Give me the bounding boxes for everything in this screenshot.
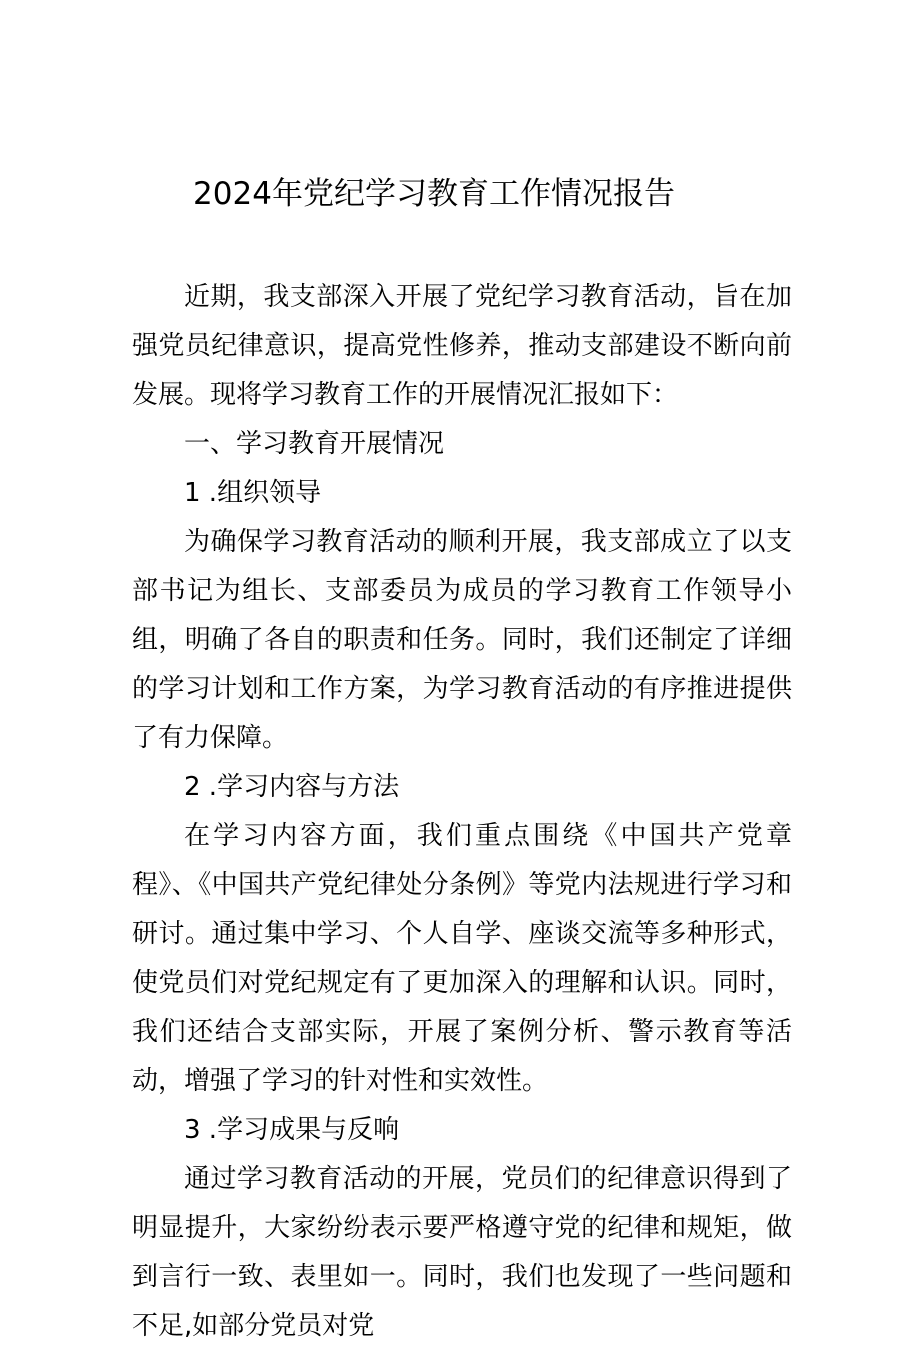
- document-body: [132, 273, 792, 1351]
- body-paragraph: 在学习内容方面，我们重点围绕《中国共产党章程》、《中国共产党纪律处分条例》等党内法规进行学习和研讨。通过集中学习、个人自学、座谈交流等多种形式，使党员们对党纪规定有了更加深入的理解和认识。同时，我们还结合支部实际，开展了案例分析、警示教育等活动，增强了学习的针对性和实效性。: [132, 821, 792, 1096]
- section-heading: 一、学习教育开展情况: [184, 429, 445, 459]
- subsection-heading: 2 .学习内容与方法: [184, 772, 400, 802]
- document-title: 2024年党纪学习教育工作情况报告: [193, 176, 675, 212]
- body-paragraph: 为确保学习教育活动的顺利开展，我支部成立了以支部书记为组长、支部委员为成员的学习教育工作领导小组，明确了各自的职责和任务。同时，我们还制定了详细的学习计划和工作方案，为学习教育活动的有序推进提供了有力保障。: [132, 527, 792, 753]
- body-paragraph: 通过学习教育活动的开展，党员们的纪律意识得到了明显提升，大家纷纷表示要严格遵守党的纪律和规矩，做到言行一致、表里如一。同时，我们也发现了一些问题和不足,如部分党员对党: [132, 1164, 792, 1341]
- intro-paragraph: 近期，我支部深入开展了党纪学习教育活动，旨在加强党员纪律意识，提高党性修养，推动支部建设不断向前发展。现将学习教育工作的开展情况汇报如下：: [132, 282, 792, 410]
- subsection-heading: 1 .组织领导: [184, 478, 322, 508]
- subsection-heading: 3 .学习成果与反响: [184, 1115, 400, 1145]
